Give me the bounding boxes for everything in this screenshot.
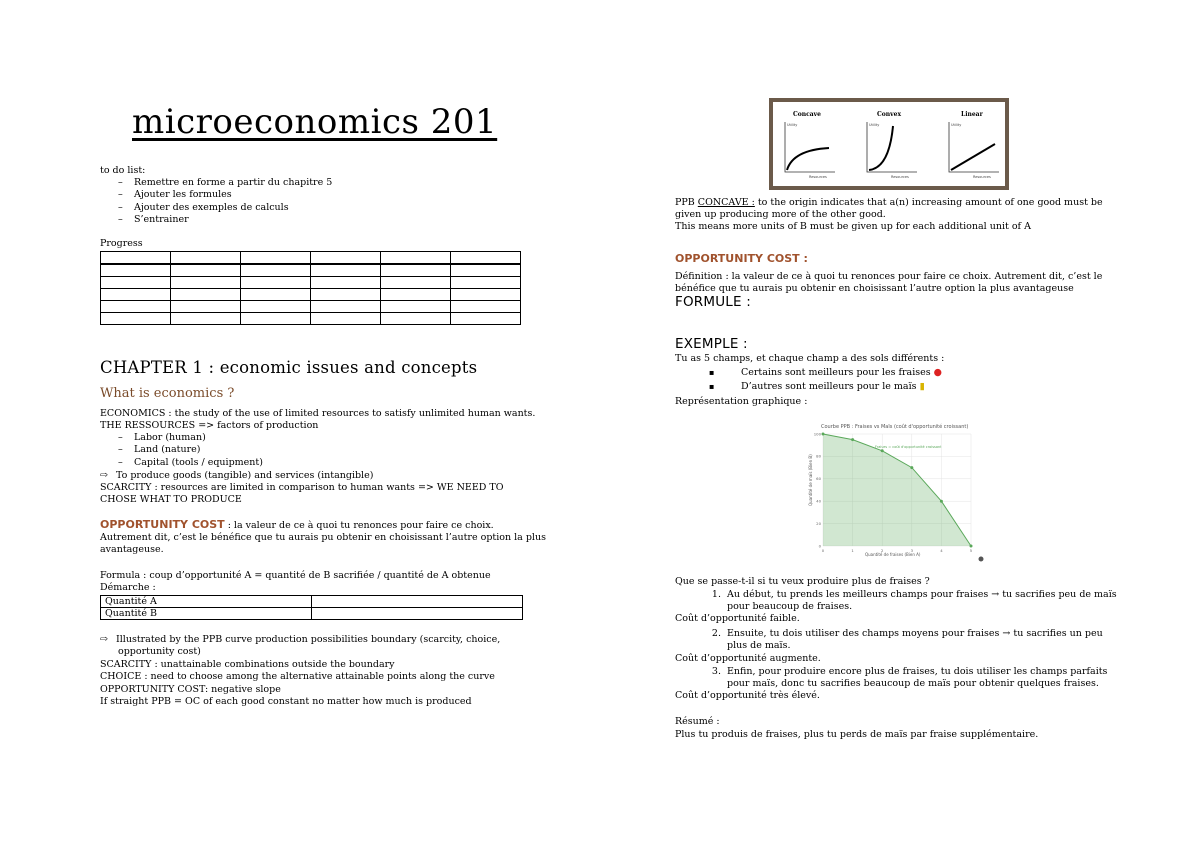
curves-figure bbox=[769, 98, 1009, 190]
y-tick-label: 100 bbox=[813, 431, 821, 437]
chart-ylabel: Quantité de maïs (Bien B) bbox=[808, 454, 813, 506]
axis-label: Resources bbox=[809, 175, 827, 179]
list-item: ▪ Certains sont meilleurs pour les fraises ● bbox=[675, 367, 942, 379]
axis-label: Utility bbox=[787, 123, 798, 127]
text-line: If straight PPB = OC of each good constant no matter how much is produced bbox=[100, 696, 472, 707]
x-tick-label: 2 bbox=[880, 548, 884, 553]
axis-label: Resources bbox=[891, 175, 909, 179]
ppb-chart bbox=[805, 418, 985, 564]
question-line: Que se passe-t-il si tu veux produire plus de fraises ? bbox=[675, 576, 930, 587]
corn-icon: ▮ bbox=[919, 381, 925, 393]
chart-dot bbox=[979, 557, 984, 562]
step-1: 1. Au début, tu prends les meilleurs champs pour fraises → tu sacrifies peu de maïs bbox=[711, 589, 1117, 600]
oc-definition-2: Autrement dit, c’est le bénéfice que tu aurais pu obtenir en choisissant l’autre option la plus bbox=[100, 532, 546, 543]
scarcity-line: SCARCITY : resources are limited in comparison to human wants => WE NEED TO bbox=[100, 482, 504, 493]
concave-curve bbox=[787, 148, 829, 170]
step-3: 3. Enfin, pour produire encore plus de fraises, tu dois utiliser les champs parfaits bbox=[711, 666, 1108, 677]
chart-title: Courbe PPB : Fraises vs Maïs (coût d'opportunité croissant) bbox=[821, 424, 969, 430]
list-item: ▪ D’autres sont meilleurs pour le maïs ▮ bbox=[675, 381, 942, 393]
figure-label: Concave bbox=[793, 111, 821, 118]
table-cell: Quantité B bbox=[101, 608, 312, 620]
data-point bbox=[970, 545, 973, 548]
axis-label: Utility bbox=[869, 123, 880, 127]
data-point bbox=[822, 433, 825, 436]
ressources-line: THE RESSOURCES => factors of production bbox=[100, 420, 319, 431]
data-point bbox=[940, 500, 943, 503]
oc-definition: OPPORTUNITY COST : la valeur de ce à quoi tu renonces pour faire ce choix. bbox=[100, 518, 494, 531]
axis-label: Resources bbox=[973, 175, 991, 179]
list-item: – Land (nature) bbox=[100, 444, 263, 456]
step-3-after: Coût d’opportunité très élevé. bbox=[675, 690, 820, 701]
list-item: – Capital (tools / equipment) bbox=[100, 457, 263, 469]
data-point bbox=[910, 466, 913, 469]
oc-definition-3: avantageuse. bbox=[100, 544, 164, 555]
convex-curve bbox=[869, 126, 893, 170]
text-line: SCARCITY : unattainable combinations outside the boundary bbox=[100, 659, 395, 670]
figure-label: Convex bbox=[877, 111, 902, 118]
scarcity-line-2: CHOSE WHAT TO PRODUCE bbox=[100, 494, 242, 505]
exemple-heading: EXEMPLE : bbox=[675, 336, 748, 352]
arrow-icon: ⇨ bbox=[100, 634, 108, 645]
x-tick-label: 3 bbox=[910, 548, 914, 553]
data-point bbox=[851, 438, 854, 441]
illustrated-line: ⇨ Illustrated by the PPB curve production possibilities boundary (scarcity, choice, bbox=[100, 634, 501, 645]
y-tick-label: 40 bbox=[816, 498, 821, 504]
text-line: OPPORTUNITY COST: negative slope bbox=[100, 684, 281, 695]
x-tick-label: 4 bbox=[940, 548, 943, 553]
definition-line-2: bénéfice que tu aurais pu obtenir en choisissant l’autre option la plus avantageuse bbox=[675, 283, 1074, 294]
step-2-after: Coût d’opportunité augmente. bbox=[675, 653, 821, 664]
demarche-table bbox=[100, 595, 523, 620]
demarche-label: Démarche : bbox=[100, 582, 156, 593]
illustrated-line-2: opportunity cost) bbox=[118, 646, 201, 657]
ppb-line: PPB CONCAVE : to the origin indicates that a(n) increasing amount of one good must be bbox=[675, 197, 1103, 208]
curves-figure-svg bbox=[773, 102, 1005, 186]
todo-label: to do list: bbox=[100, 165, 146, 176]
text-line: CHOICE : need to choose among the alternative attainable points along the curve bbox=[100, 671, 495, 682]
arrow-icon: ⇨ bbox=[100, 470, 108, 481]
linear-curve bbox=[951, 144, 995, 170]
progress-label: Progress bbox=[100, 238, 143, 249]
table-cell: Quantité A bbox=[101, 596, 312, 608]
definition-line: Définition : la valeur de ce à quoi tu renonces pour faire ce choix. Autrement dit, c’est le bbox=[675, 271, 1103, 282]
ppb-line-3: This means more units of B must be given up for each additional unit of A bbox=[675, 221, 1031, 232]
section-heading: What is economics ? bbox=[100, 386, 235, 401]
oc-heading: OPPORTUNITY COST : bbox=[675, 252, 808, 265]
list-item: – Ajouter des exemples de calculs bbox=[100, 202, 332, 214]
resume-text: Plus tu produis de fraises, plus tu perds de maïs par fraise supplémentaire. bbox=[675, 729, 1039, 740]
example-intro: Tu as 5 champs, et chaque champ a des sols différents : bbox=[675, 353, 945, 364]
economics-definition: ECONOMICS : the study of the use of limited resources to satisfy unlimited human wants. bbox=[100, 408, 536, 419]
list-item: – Labor (human) bbox=[100, 432, 263, 444]
list-item: – Ajouter les formules bbox=[100, 189, 332, 201]
produce-line: ⇨ To produce goods (tangible) and services (intangible) bbox=[100, 470, 374, 481]
chapter-title: CHAPTER 1 : economic issues and concepts bbox=[100, 358, 478, 377]
chart-legend: Fraises = coût d'opportunité croissant bbox=[875, 445, 942, 449]
formule-heading: FORMULE : bbox=[675, 294, 751, 310]
figure-label: Linear bbox=[961, 111, 983, 118]
data-point bbox=[881, 449, 884, 452]
step-3-cont: pour maïs, donc tu sacrifies beaucoup de maïs pour obtenir quelques fraises. bbox=[727, 678, 1099, 689]
resume-label: Résumé : bbox=[675, 716, 720, 727]
todo-list bbox=[100, 177, 332, 227]
ppb-line-2: given up producing more of the other good. bbox=[675, 209, 886, 220]
axis-label: Utility bbox=[951, 123, 962, 127]
formula-line: Formula : coup d’opportunité A = quantité de B sacrifiée / quantité de A obtenue bbox=[100, 570, 491, 581]
step-2: 2. Ensuite, tu dois utiliser des champs moyens pour fraises → tu sacrifies un peu bbox=[711, 628, 1103, 639]
x-tick-label: 1 bbox=[851, 548, 854, 553]
y-tick-label: 20 bbox=[816, 520, 821, 526]
strawberry-icon: ● bbox=[933, 367, 942, 378]
factors-list bbox=[100, 432, 263, 469]
chart-xlabel: Quantité de fraises (Bien A) bbox=[865, 552, 921, 557]
oc-label: OPPORTUNITY COST bbox=[100, 518, 225, 531]
step-1-cont: pour beaucoup de fraises. bbox=[727, 601, 853, 612]
list-item: – Remettre en forme a partir du chapitre 5 bbox=[100, 177, 332, 189]
document-title: microeconomics 201 bbox=[132, 102, 498, 142]
step-1-after: Coût d’opportunité faible. bbox=[675, 613, 800, 624]
representation-label: Représentation graphique : bbox=[675, 396, 808, 407]
right-page bbox=[675, 0, 1117, 849]
y-tick-label: 60 bbox=[816, 476, 821, 482]
x-tick-label: 5 bbox=[969, 548, 973, 553]
list-item: – S’entrainer bbox=[100, 214, 332, 226]
y-tick-label: 0 bbox=[818, 543, 821, 549]
left-page bbox=[100, 0, 546, 849]
x-tick-label: 0 bbox=[821, 548, 825, 553]
example-list bbox=[675, 367, 942, 394]
progress-table bbox=[100, 251, 521, 325]
step-2-cont: plus de maïs. bbox=[727, 640, 791, 651]
y-tick-label: 80 bbox=[816, 453, 821, 459]
